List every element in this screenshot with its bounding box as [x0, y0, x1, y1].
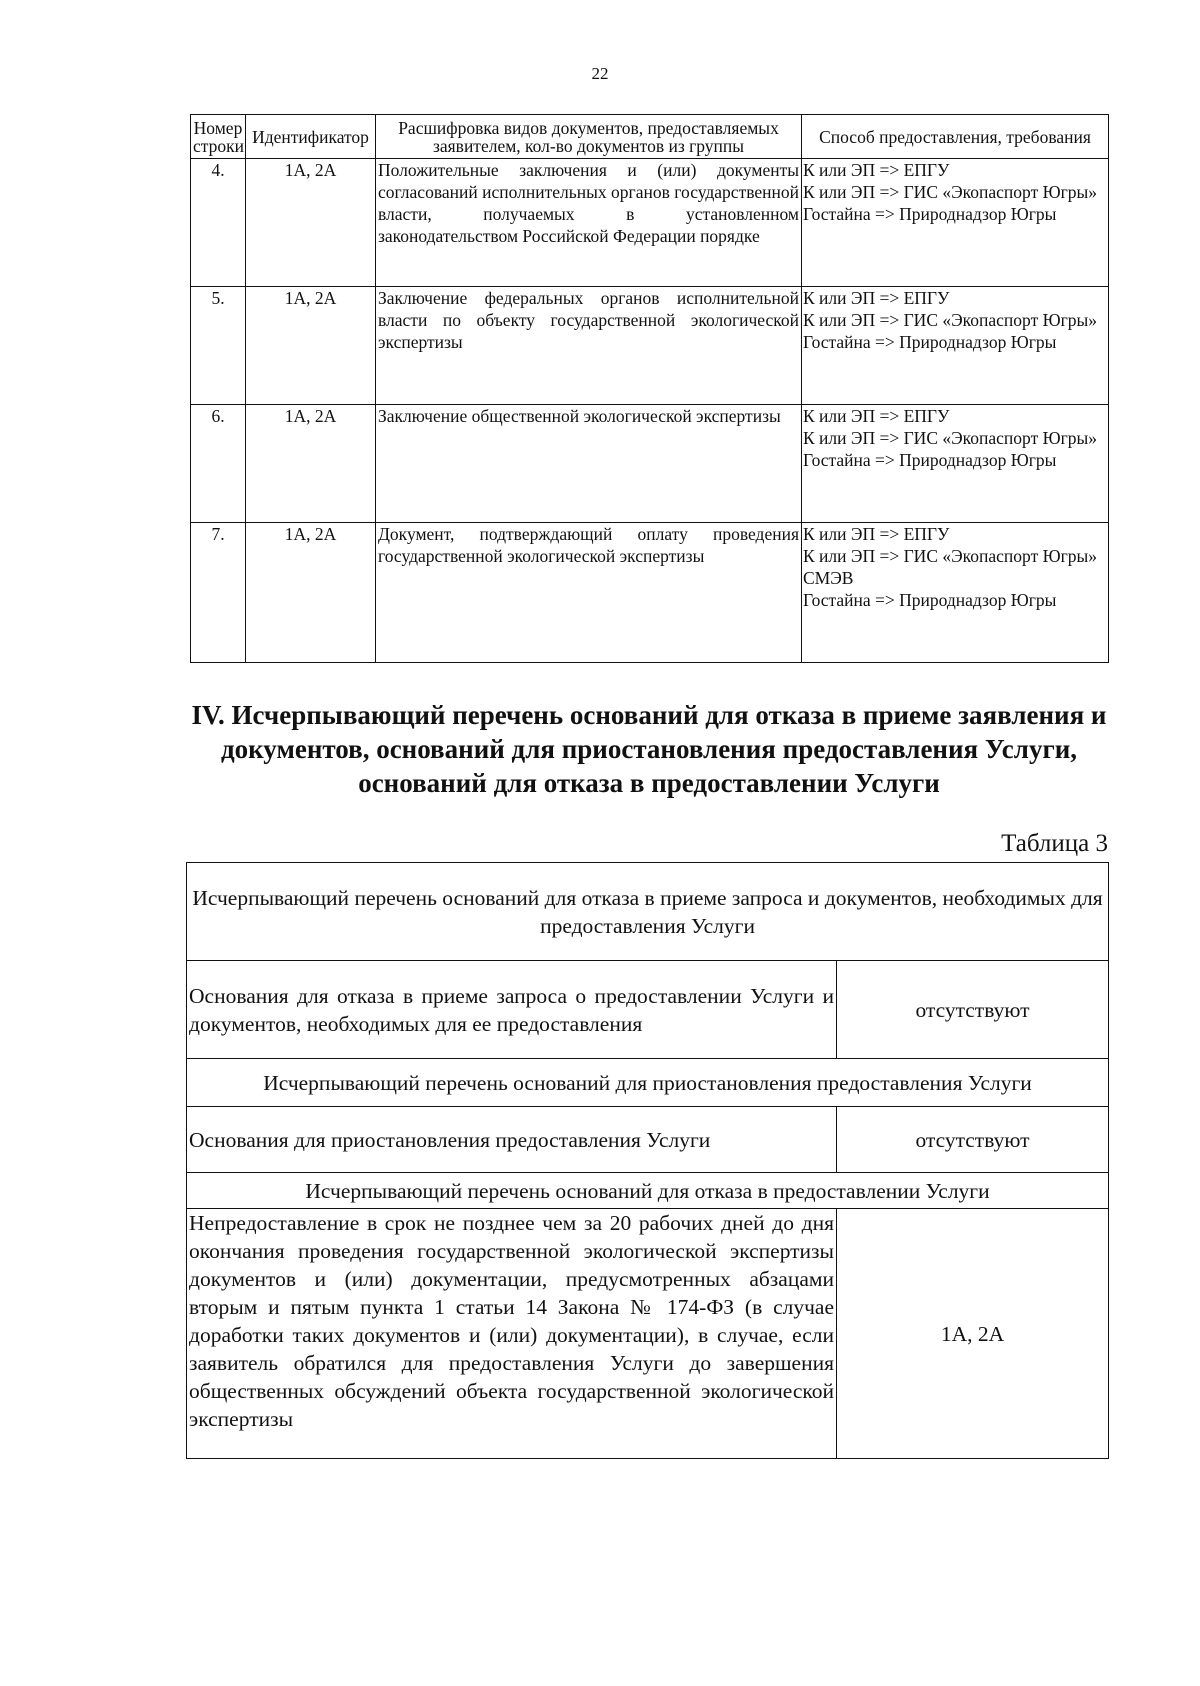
grounds-value: отсутствуют — [837, 1107, 1109, 1173]
method-line: Гостайна => Природнадзор Югры — [803, 332, 1057, 352]
row-number: 5. — [191, 287, 246, 405]
row-identifier: 1А, 2А — [246, 523, 376, 663]
row-description: Заключение общественной экологической экспертизы — [376, 405, 802, 523]
row-number: 4. — [191, 159, 246, 287]
row-method — [802, 287, 1109, 405]
method-line: К или ЭП => ЕПГУ — [803, 406, 950, 426]
table-row — [187, 1107, 1109, 1173]
page-number: 22 — [591, 64, 609, 83]
table-row — [187, 1209, 1109, 1459]
table-row — [187, 961, 1109, 1059]
table-caption: Таблица 3 — [1001, 830, 1108, 857]
header-description: Расшифровка видов документов, предоставляемых заявителем, кол-во документов из группы — [376, 115, 802, 159]
row-description: Положительные заключения и (или) документы согласований исполнительных органов государственной власти, получаемых в установленном законодательством Российской Федерации порядке — [376, 159, 802, 287]
grounds-text: Непредоставление в срок не позднее чем за 20 рабочих дней до дня окончания проведения государственной экологической экспертизы документов и (или) документации, предусмотренных абзацами вторым и пятым пункта 1 статьи 14 Закона № 174-ФЗ (в случае доработки таких документов и (или) документации), в случае, если заявитель обратился для предоставления Услуги до завершения общественных обсуждений объекта государственной экологической экспертизы — [187, 1209, 837, 1459]
grounds-value: 1А, 2А — [837, 1209, 1109, 1459]
refusal-grounds-table — [186, 862, 1109, 1459]
grounds-text: Основания для приостановления предоставления Услуги — [187, 1107, 837, 1173]
documents-table-header-row — [191, 115, 1109, 159]
table-row — [187, 1173, 1109, 1209]
row-method — [802, 405, 1109, 523]
section-title: IV. Исчерпывающий перечень оснований для отказа в приеме заявления и документов, оснований для приостановления предоставления Услуги, оснований для отказа в предоставлении Услуги — [191, 700, 1107, 798]
method-line: К или ЭП => ЕПГУ — [803, 288, 950, 308]
row-description: Документ, подтверждающий оплату проведения государственной экологической экспертизы — [376, 523, 802, 663]
method-line: К или ЭП => ЕПГУ — [803, 160, 950, 180]
grounds-text: Основания для отказа в приеме запроса о предоставлении Услуги и документов, необходимых для ее предоставления — [187, 961, 837, 1059]
table-row — [191, 159, 1109, 287]
method-line: Гостайна => Природнадзор Югры — [803, 204, 1057, 224]
table-row — [191, 287, 1109, 405]
table-row — [191, 523, 1109, 663]
table-row — [187, 1059, 1109, 1107]
method-line: Гостайна => Природнадзор Югры — [803, 450, 1057, 470]
header-identifier: Идентификатор — [246, 115, 376, 159]
row-description: Заключение федеральных органов исполнительной власти по объекту государственной экологической экспертизы — [376, 287, 802, 405]
table-row — [191, 405, 1109, 523]
row-number: 6. — [191, 405, 246, 523]
row-method — [802, 523, 1109, 663]
row-method — [802, 159, 1109, 287]
block-header: Исчерпывающий перечень оснований для отказа в приеме запроса и документов, необходимых для предоставления Услуги — [187, 863, 1109, 961]
method-line: К или ЭП => ЕПГУ — [803, 524, 950, 544]
method-line: К или ЭП => ГИС «Экопаспорт Югры» — [803, 310, 1098, 330]
header-method: Способ предоставления, требования — [802, 115, 1109, 159]
header-row-number: Номер строки — [191, 115, 246, 159]
table-row — [187, 863, 1109, 961]
row-identifier: 1А, 2А — [246, 159, 376, 287]
block-header: Исчерпывающий перечень оснований для приостановления предоставления Услуги — [187, 1059, 1109, 1107]
row-number: 7. — [191, 523, 246, 663]
block-header: Исчерпывающий перечень оснований для отказа в предоставлении Услуги — [187, 1173, 1109, 1209]
method-line: К или ЭП => ГИС «Экопаспорт Югры» — [803, 182, 1098, 202]
row-identifier: 1А, 2А — [246, 287, 376, 405]
grounds-value: отсутствуют — [837, 961, 1109, 1059]
row-identifier: 1А, 2А — [246, 405, 376, 523]
method-line: К или ЭП => ГИС «Экопаспорт Югры» — [803, 428, 1098, 448]
method-line: Гостайна => Природнадзор Югры — [803, 590, 1057, 610]
method-line: К или ЭП => ГИС «Экопаспорт Югры» СМЭВ — [803, 546, 1098, 588]
documents-table — [190, 114, 1109, 663]
